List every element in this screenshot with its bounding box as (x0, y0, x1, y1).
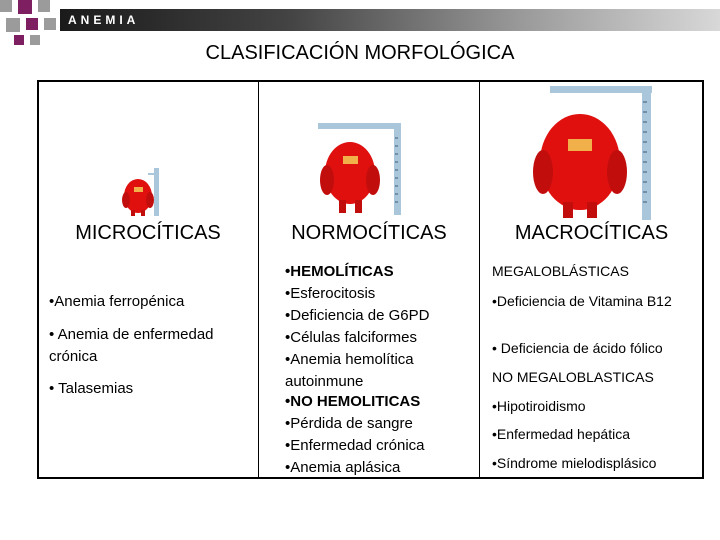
header-square-4 (6, 18, 20, 32)
list-item: NO MEGALOBLASTICAS (492, 369, 654, 385)
header-square-3 (38, 0, 50, 12)
list-item: •Anemia aplásica (285, 459, 401, 476)
header-label: ANEMIA (68, 13, 140, 27)
column-divider-2 (479, 82, 480, 477)
list-item: •Enfermedad hepática (492, 426, 630, 442)
list-item: • Deficiencia de ácido fólico (492, 340, 663, 356)
header-square-6 (44, 18, 56, 30)
medium-red-cell-figure (318, 118, 408, 218)
list-item: •Enfermedad crónica (285, 437, 425, 454)
list-item: •Deficiencia de Vitamina B12 (492, 293, 672, 309)
header-square-1 (0, 0, 12, 12)
list-item: •HEMOLÍTICAS (285, 263, 394, 280)
large-red-cell-figure (530, 82, 660, 222)
header-square-2 (18, 0, 32, 14)
list-item: • Anemia de enfermedad crónica (49, 326, 214, 365)
heading-normociticas: NORMOCÍTICAS (291, 222, 447, 244)
list-item: •Anemia hemolítica autoinmune (285, 351, 414, 390)
list-item: •Hipotiroidismo (492, 398, 586, 414)
header-bar (60, 9, 720, 31)
column-divider-1 (258, 82, 259, 477)
page-title: CLASIFICACIÓN MORFOLÓGICA (205, 42, 515, 64)
list-item: MEGALOBLÁSTICAS (492, 263, 629, 279)
small-red-cell-figure (118, 166, 168, 220)
list-item: •NO HEMOLITICAS (285, 393, 421, 410)
list-item: •Síndrome mielodisplásico (492, 455, 657, 471)
list-item: •Anemia ferropénica (49, 293, 185, 310)
list-item: •Deficiencia de G6PD (285, 307, 430, 324)
list-item: •Esferocitosis (285, 285, 376, 302)
heading-macrociticas: MACROCÍTICAS (514, 222, 669, 244)
list-item: •Células falciformes (285, 329, 417, 346)
heading-microciticas: MICROCÍTICAS (75, 222, 221, 244)
list-item: •Pérdida de sangre (285, 415, 413, 432)
list-item: • Talasemias (49, 380, 134, 397)
header-square-5 (26, 18, 38, 30)
